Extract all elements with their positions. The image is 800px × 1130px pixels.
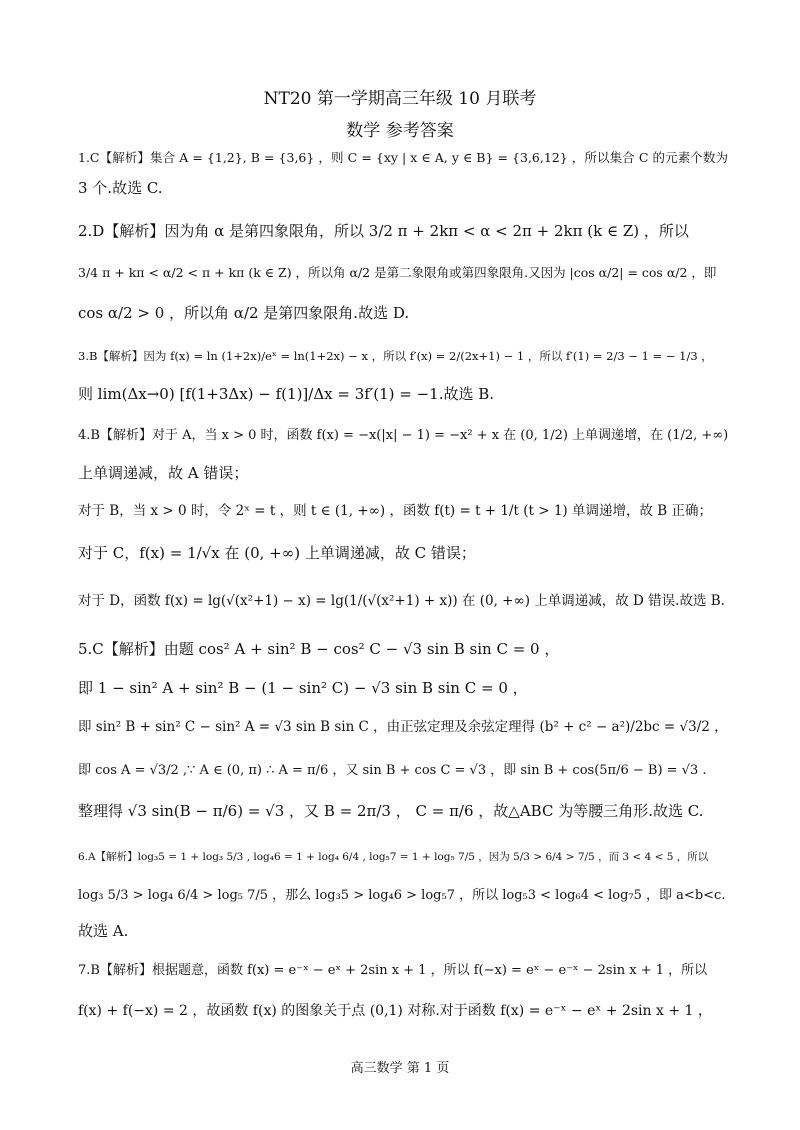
answer-line: 整理得 √3 sin(B − π/6) = √3 ，又 B = 2π/3 ， C = π/6 ，故△ABC 为等腰三角形.故选 C.: [78, 802, 704, 820]
answer-line: 5.C【解析】由题 cos² A + sin² B − cos² C − √3 sin B sin C = 0 ，: [78, 640, 560, 658]
answer-line: 对于 D，函数 f(x) = lg(√(x²+1) − x) = lg(1/(√(x²+1) + x)) 在 (0, +∞) 上单调递减，故 D 错误.故选 B.: [78, 593, 725, 609]
answer-line: 对于 C，f(x) = 1/√x 在 (0, +∞) 上单调递减，故 C 错误；: [78, 544, 476, 562]
exam-subtitle: 数学 参考答案: [346, 121, 454, 141]
answer-line: 3/4 π + kπ < α/2 < π + kπ (k ∈ Z) ，所以角 α/2 是第二象限角或第四象限角.又因为 |cos α/2| = cos α/2 ，即: [78, 265, 717, 280]
answer-line: cos α/2 > 0 ，所以角 α/2 是第四象限角.故选 D.: [78, 304, 410, 322]
answer-line: 3.B【解析】因为 f(x) = ln (1+2x)/eˣ = ln(1+2x) − x ，所以 f′(x) = 2/(2x+1) − 1 ，所以 f′(1) = 2/3 − 1 = − 1/3 ，: [78, 349, 713, 363]
page-footer: 高三数学 第 1 页: [350, 1061, 450, 1076]
answer-line: 1.C【解析】集合 A = {1,2}, B = {3,6} ，则 C = {xy | x ∈ A, y ∈ B} = {3,6,12} ，所以集合 C 的元素个数为: [78, 150, 728, 165]
answer-line: 故选 A.: [78, 922, 129, 940]
answer-line: 3 个.故选 C.: [78, 179, 163, 197]
exam-title: NT20 第一学期高三年级 10 月联考: [263, 89, 537, 109]
answer-line: 上单调递减，故 A 错误；: [78, 464, 249, 482]
answer-line: log₃ 5/3 > log₄ 6/4 > log₅ 7/5 ，那么 log₃5 > log₄6 > log₅7 ，所以 log₅3 < log₆4 < log₇5 ，即 a<b<c.: [78, 888, 726, 903]
answer-line: 对于 B，当 x > 0 时，令 2ˣ = t ，则 t ∈ (1, +∞) ，函数 f(t) = t + 1/t (t > 1) 单调递增，故 B 正确；: [78, 503, 712, 519]
answer-line: 即 cos A = √3/2 ,∵ A ∈ (0, π) ∴ A = π/6 ，又 sin B + cos C = √3 ，即 sin B + cos(5π/6 − B) = √3 .: [78, 763, 707, 778]
answer-line: 即 sin² B + sin² C − sin² A = √3 sin B sin C ，由正弦定理及余弦定理得 (b² + c² − a²)/2bc = √3/2 ，: [78, 719, 728, 735]
answer-line: f(x) + f(−x) = 2 ，故函数 f(x) 的图象关于点 (0,1) 对称.对于函数 f(x) = e⁻ˣ − eˣ + 2sin x + 1 ，: [78, 1003, 712, 1019]
answer-line: 即 1 − sin² A + sin² B − (1 − sin² C) − √3 sin B sin C = 0 ，: [78, 679, 528, 697]
answer-line: 则 lim(Δx→0) [f(1+3Δx) − f(1)]/Δx = 3f′(1) = −1.故选 B.: [78, 385, 495, 403]
answer-line: 6.A【解析】log₃5 = 1 + log₃ 5/3 , log₄6 = 1 + log₄ 6/4 , log₅7 = 1 + log₅ 7/5 ，因为 5/3 > 6/4 > 7/5 ，而 3 < 4 < 5 ，所以: [78, 851, 709, 863]
answer-line: 2.D【解析】因为角 α 是第四象限角，所以 3/2 π + 2kπ < α < 2π + 2kπ (k ∈ Z) ，所以: [78, 222, 689, 240]
answer-line: 7.B【解析】根据题意，函数 f(x) = e⁻ˣ − eˣ + 2sin x + 1 ，所以 f(−x) = eˣ − e⁻ˣ − 2sin x + 1 ，所以: [78, 963, 708, 978]
answer-line: 4.B【解析】对于 A，当 x > 0 时，函数 f(x) = −x(|x| − 1) = −x² + x 在 (0, 1/2) 上单调递增，在 (1/2, +∞): [78, 428, 729, 443]
